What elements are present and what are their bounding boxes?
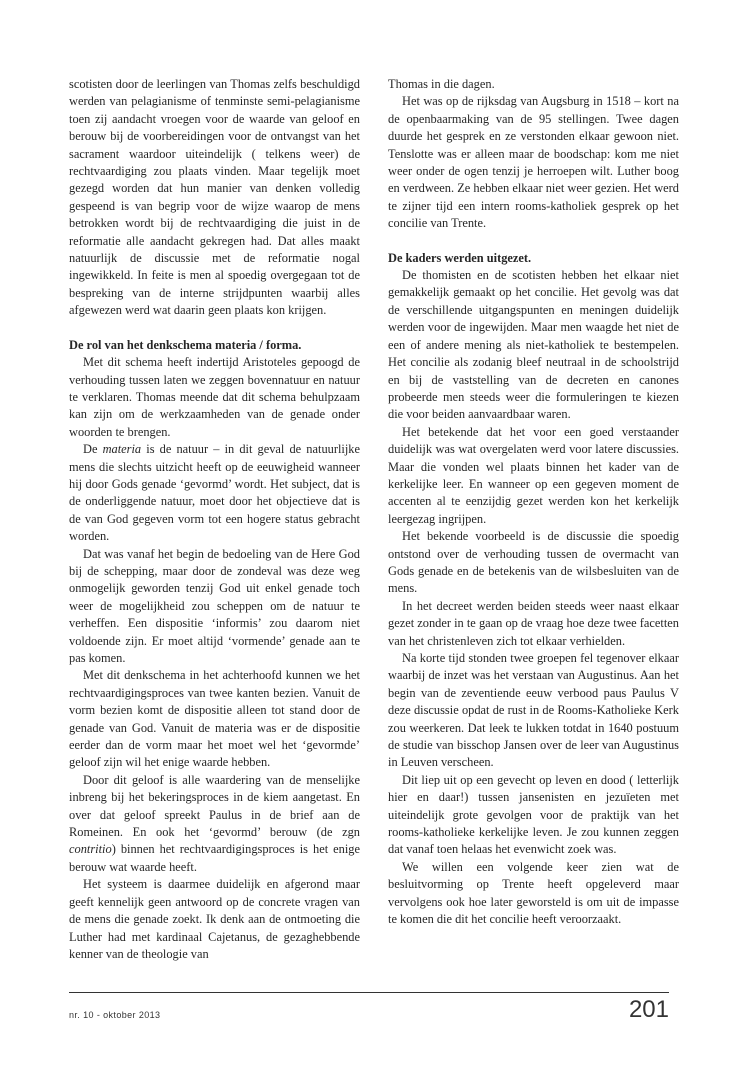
- left-paragraph-1: scotisten door de leerlingen van Thomas zelfs beschuldigd werden van pelagianisme of tenminste semi-pelagianisme toen zij aandacht vroegen voor de waarde van geloof en berouw bij de voorbereidingen voor de ontvangst van het sacrament waardoor uiteindelijk ( telkens weer) de rechtvaardiging zou plaats vinden. Maar tegelijk moet gezegd worden dat hun manier van denken volledig gespeend is van begrip voor de wijze waarop de mens betrokken wordt bij de rechtvaardiging die juist in de reformatie alle aandacht gekregen had. Dat alles maakt natuurlijk de discussie met de reformatie nogal ingewikkeld. In feite is men al spoedig overgegaan tot de bespreking van de interne strijdpunten waarbij alles afgewezen werd wat daarin geen plaats kon krijgen.: [69, 77, 360, 318]
- right-paragraph-8: Dit liep uit op een gevecht op leven en dood ( letterlijk hier en daar!) tussen jansenisten en jezuïeten met uiteindelijk grote gevolgen voor de praktijk van het rooms-katholieke kerkelijke leven. Je zou kunnen zeggen dat vanaf toen helaas het evenwicht zoek was.: [388, 772, 679, 857]
- left-column: [69, 76, 360, 963]
- right-paragraph-6: In het decreet werden beiden steeds weer naast elkaar gezet zonder in te gaan op de vraag hoe deze twee facetten van het christenleven zich tot elkaar verhielden.: [388, 598, 679, 648]
- right-paragraph-4: Het betekende dat het voor een goed verstaander duidelijk was wat overgelaten werd voor latere discussies. Maar die vonden wel plaats binnen het kader van de kerkelijke leer. En wanneer op een gegeven moment de accenten al te eenzijdig gezet werden kon het kerkelijk leergezag ingrijpen.: [388, 424, 679, 526]
- section-heading-kaders: De kaders werden uitgezet.: [388, 250, 532, 265]
- emphasis-contritio: contritio: [69, 842, 112, 857]
- left-paragraph-2: Met dit schema heeft indertijd Aristoteles gepoogd de verhouding tussen laten we zeggen bovennatuur en natuur te verklaren. Thomas meende dat dit schema behulpzaam kan zijn om de werkzaamheden van de genade onder woorden te brengen.: [69, 355, 360, 439]
- left-paragraph-3-start: De: [83, 442, 103, 457]
- left-paragraph-3: [69, 441, 360, 545]
- emphasis-materia: materia: [102, 442, 142, 457]
- left-paragraph-5: Met dit denkschema in het achterhoofd kunnen we het rechtvaardigingsproces van twee kanten bezien. Vanuit de vorm bezien komt de dispositie alleen tot stand door de genade van God. Vanuit de materia was er de dispositie eerder dan de vorm maar het moet wel het ‘gevormde’ geloof zijn wil het enige waarde hebben.: [69, 668, 360, 770]
- right-paragraph-3: De thomisten en de scotisten hebben het elkaar niet gemakkelijk gemaakt op het concilie. Het gevolg was dat de verschillende uitgangspunten en meningen duidelijk werden voor de ingewijden. Maar men waagde het niet de een of andere mening als niet-katholiek te bestempelen. Het concilie als zodanig bleef neutraal in de schoolstrijd en bij de vaststelling van de decreten en canones probeerde men steeds weer die formuleringen te kiezen die voor beiden aanvaardbaar waren.: [388, 268, 679, 422]
- right-paragraph-2: Het was op de rijksdag van Augsburg in 1518 – kort na de openbaarmaking van de 95 stellingen. Twee dagen duurde het gesprek en ze verstonden elkaar gewoon niet. Tenslotte was er alleen maar de boodschap: kom me niet weer onder de ogen tenzij je herroepen wilt. Luther boog en verdween. Ze hebben elkaar niet weer gezien. Het werd te zijner tijd een intern rooms-katholiek gesprek op het concilie van Trente.: [388, 94, 679, 231]
- left-paragraph-4: Dat was vanaf het begin de bedoeling van de Here God bij de schepping, maar door de zondeval was deze weg onmogelijk geworden tenzij God uit enkel genade toch weer de mogelijkheid zou scheppen om de natuur te verheffen. Een dispositie ‘informis’ zou daarom niet voldoende zijn. Er moet altijd ‘vormende’ genade aan te pas komen.: [69, 546, 360, 665]
- right-paragraph-7: Na korte tijd stonden twee groepen fel tegenover elkaar waarbij de inzet was het verstaan van Augustinus. Aan het begin van de zeventiende eeuw verbood paus Paulus V deze discussie opdat de rust in de Rooms-Katholieke Kerk zou weerkeren. Dat leek te lukken totdat in 1640 postuum de studie van bisschop Jansen over de leer van Augustinus in Leuven verscheen.: [388, 651, 679, 770]
- left-paragraph-6-start: Door dit geloof is alle waardering van de menselijke inbreng bij het bekeringsproces in de kiem aangetast. En over dat geloof spreekt Paulus in de brief aan de Romeinen. En ook het ‘gevormd’ berouw (de zgn: [69, 772, 360, 840]
- right-paragraph-9: We willen een volgende keer zien wat de besluitvorming op Trente heeft opgeleverd maar vervolgens ook hoe later geworsteld is om uit de impasse te komen die dit het concilie heeft veroorzaakt.: [388, 859, 679, 927]
- left-paragraph-6-rest: ) binnen het rechtvaardigingsproces is het enige berouw wat waarde heeft.: [69, 842, 360, 874]
- right-paragraph-5: Het bekende voorbeeld is de discussie die spoedig ontstond over de verhouding tussen de overmacht van Gods genade en de betekenis van de wilsbesluiten van de mens.: [388, 529, 679, 596]
- footer-divider: [69, 992, 669, 993]
- right-paragraph-1: Thomas in die dagen.: [388, 77, 495, 91]
- issue-label: nr. 10 - oktober 2013: [69, 1010, 161, 1020]
- left-paragraph-6: [69, 772, 360, 876]
- right-column: [388, 76, 679, 929]
- left-paragraph-3-rest: is de natuur – in dit geval de natuurlijke mens die slechts uitzicht heeft op de eeuwigheid wanneer hij door Gods genade ‘gevormd’ wordt. Het subject, dat is de onderliggende natuur, moet door het objectieve dat is de van God gegeven vorm tot een hogere status gebracht worden.: [69, 442, 360, 544]
- page-number: 201: [628, 996, 669, 1023]
- left-paragraph-7: Het systeem is daarmee duidelijk en afgerond maar geeft kennelijk geen antwoord op de concrete vragen van de mens die genade zoekt. Ik denk aan de ontmoeting die Luther had met kardinaal Cajetanus, de gezaghebbende kenner van de theologie van: [69, 877, 360, 961]
- section-heading-materia-forma: De rol van het denkschema materia / forma.: [69, 337, 302, 352]
